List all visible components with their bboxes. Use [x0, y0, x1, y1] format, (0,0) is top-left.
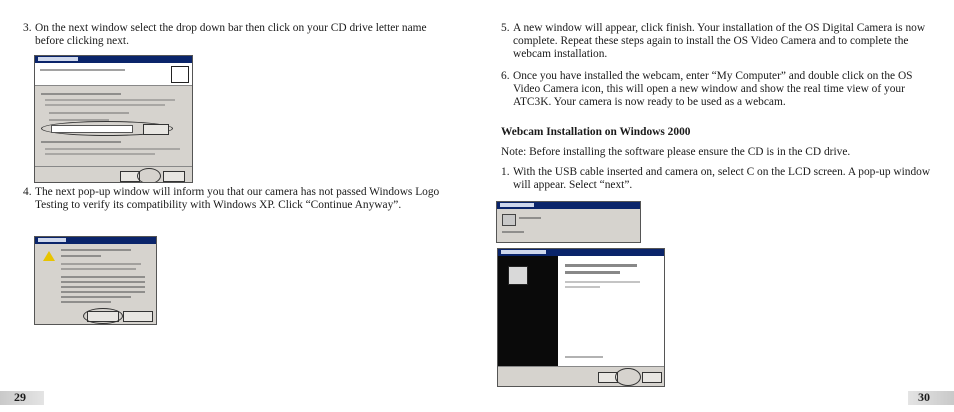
screenshot-found-new-hardware-popup — [496, 201, 641, 243]
dialog-titlebar — [498, 249, 664, 256]
step-3-number: 3. — [23, 22, 32, 34]
hardware-icon — [502, 214, 516, 226]
dialog-titlebar — [497, 202, 640, 209]
step-4-text: The next pop-up window will inform you that our camera has not passed Windows Logo Testing to verify its compatibility with Windows XP. Click “Continue Anyway”. — [35, 186, 440, 211]
page-number-bar-right — [908, 391, 954, 405]
screenshot-hardware-wizard-welcome — [497, 248, 665, 387]
dialog-titlebar — [35, 237, 156, 244]
screenshot-hardware-installation-dialog — [34, 236, 157, 325]
step-6-text: Once you have installed the webcam, enter “My Computer” and double click on the OS Video Camera icon, this will open a new window and show the real time view of your ATC3K. Your camera is now ready to be used as a webcam. — [513, 70, 913, 108]
step-1-text: With the USB cable inserted and camera on, select C on the LCD screen. A pop-up window will appear. Select “next”. — [513, 166, 931, 191]
page-number-29: 29 — [14, 390, 26, 404]
right-page — [477, 0, 954, 412]
step-3-text: On the next window select the drop down bar then click on your CD drive letter name before clicking next. — [35, 22, 427, 47]
warning-icon — [43, 251, 55, 261]
wizard-icon — [508, 266, 528, 285]
screenshot-search-options-dialog — [34, 55, 193, 183]
step-5-text: A new window will appear, click finish. Your installation of the OS Digital Camera is now complete. Repeat these steps again to install the OS Video Camera and to complete the webcam installation. — [513, 22, 926, 60]
dialog-titlebar — [35, 56, 192, 63]
step-1-number: 1. — [501, 166, 510, 178]
wizard-icon — [171, 66, 189, 83]
step-6-number: 6. — [501, 70, 510, 82]
step-4-number: 4. — [23, 186, 32, 198]
section-heading: Webcam Installation on Windows 2000 — [501, 126, 691, 138]
note-text: Note: Before installing the software please ensure the CD is in the CD drive. — [501, 146, 851, 158]
step-5-number: 5. — [501, 22, 510, 34]
page-number-30: 30 — [918, 390, 930, 404]
